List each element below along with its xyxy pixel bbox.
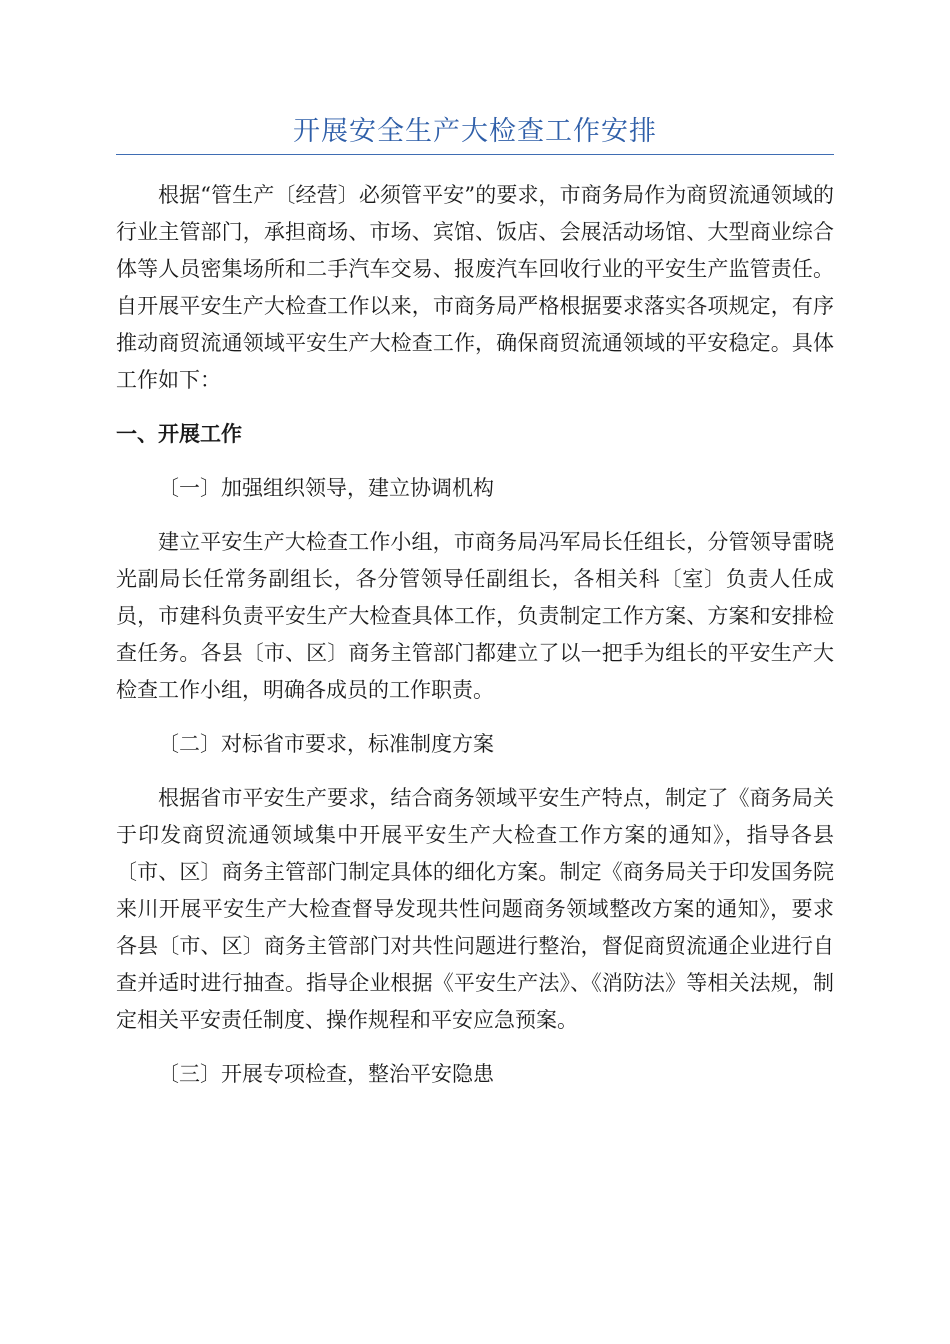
- document-page: [116, 110, 834, 1110]
- intro-paragraph: 根据“管生产〔经营〕必须管平安”的要求，市商务局作为商贸流通领域的行业主管部门，承担商场、市场、宾馆、饭店、会展活动场馆、大型商业综合体等人员密集场所和二手汽车交易、报废汽车回收行业的平安生产监管责任。自开展平安生产大检查工作以来，市商务局严格根据要求落实各项规定，有序推动商贸流通领域平安生产大检查工作，确保商贸流通领域的平安稳定。具体工作如下：: [116, 183, 834, 392]
- subheading-3: 〔三〕开展专项检查，整治平安隐患: [158, 1062, 494, 1086]
- subsection-1-paragraph: 建立平安生产大检查工作小组，市商务局冯军局长任组长，分管领导雷晓光副局长任常务副组长，各分管领导任副组长，各相关科〔室〕负责人任成员，市建科负责平安生产大检查具体工作，负责制定工作方案、方案和安排检查任务。各县〔市、区〕商务主管部门都建立了以一把手为组长的平安生产大检查工作小组，明确各成员的工作职责。: [116, 530, 834, 702]
- subsection-2-paragraph: 根据省市平安生产要求，结合商务领域平安生产特点，制定了《商务局关于印发商贸流通领域集中开展平安生产大检查工作方案的通知》，指导各县〔市、区〕商务主管部门制定具体的细化方案。制定《商务局关于印发国务院来川开展平安生产大检查督导发现共性问题商务领域整改方案的通知》，要求各县〔市、区〕商务主管部门对共性问题进行整治，督促商贸流通企业进行自查并适时进行抽查。指导企业根据《平安生产法》、《消防法》等相关法规，制定相关平安责任制度、操作规程和平安应急预案。: [116, 786, 834, 1032]
- document-title: 开展安全生产大检查工作安排: [293, 116, 657, 147]
- subheading-1: 〔一〕加强组织领导，建立协调机构: [158, 476, 494, 500]
- title-underline: [116, 154, 834, 155]
- section-heading-1: 一、开展工作: [116, 422, 242, 446]
- subheading-2: 〔二〕对标省市要求，标准制度方案: [158, 732, 494, 756]
